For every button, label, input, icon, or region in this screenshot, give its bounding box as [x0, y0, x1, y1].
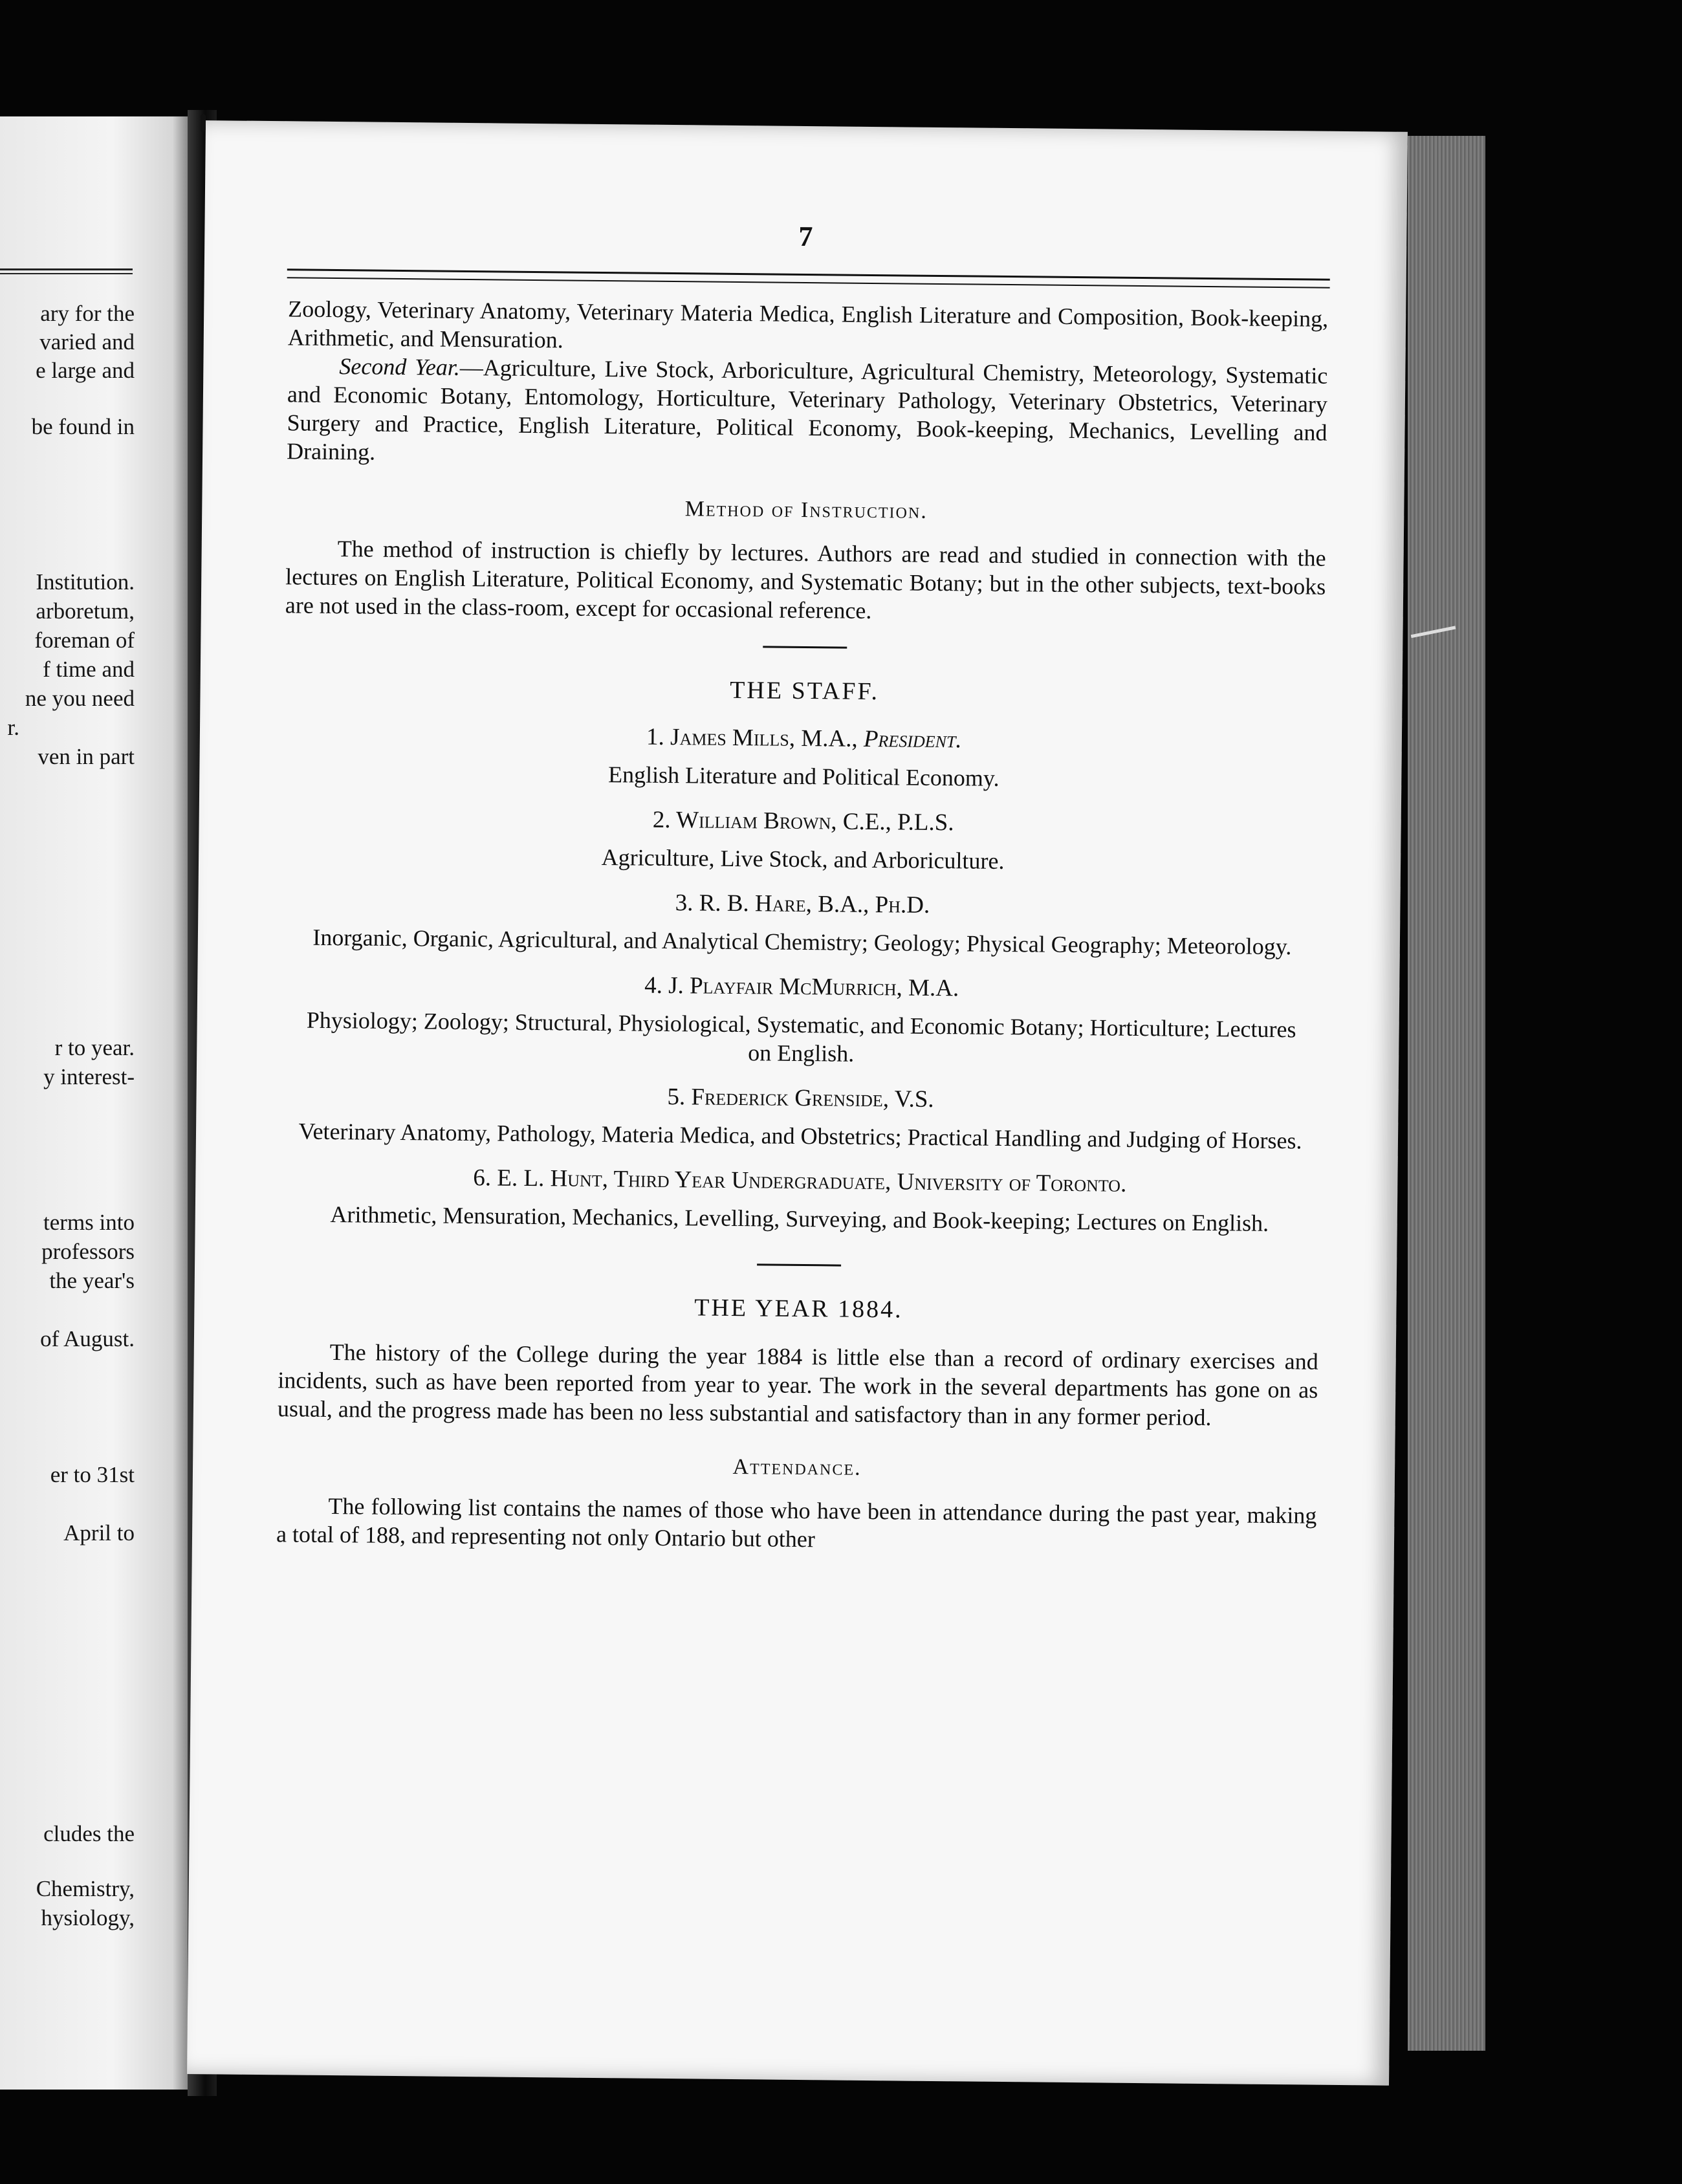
staff-name: 2. William Brown, C.E., P.L.S. [652, 806, 954, 836]
facing-page [0, 116, 188, 2090]
staff-name: 6. E. L. Hunt, Third Year Undergraduate, University of Toronto. [473, 1164, 1127, 1197]
facing-text-line: er to 31st [50, 1462, 135, 1487]
page-number: 7 [798, 220, 813, 253]
facing-text-line: terms into [43, 1210, 135, 1235]
staff-entry [283, 802, 1324, 878]
intro-paragraph: Zoology, Veterinary Anatomy, Veterinary Materia Medica, English Literature and Composition, Book-keeping, Arithmetic, and Mensuration. [287, 296, 1329, 353]
facing-text-line: April to [63, 1520, 135, 1545]
staff-name: 5. Frederick Grenside, V.S. [667, 1084, 934, 1113]
facing-text-line: e large and [36, 358, 135, 383]
scan-speck [201, 114, 206, 132]
attendance-paragraph: The following list contains the names of those who have been in attendance during the past year, making a total of 188, and representing not only Ontario but other [276, 1493, 1317, 1553]
attendance-heading: Attendance. [732, 1454, 862, 1480]
staff-subjects: Veterinary Anatomy, Pathology, Materia Medica, and Obstetrics; Practical Handling and Judging of Horses. [298, 1118, 1302, 1154]
facing-text-line: r. [7, 715, 19, 740]
facing-text-line: be found in [31, 414, 135, 439]
facing-text-line: cludes the [43, 1821, 135, 1846]
facing-text-line: ven in part [38, 744, 135, 769]
facing-text-line: hysiology, [41, 1905, 135, 1930]
staff-entry [282, 885, 1323, 961]
facing-text-line: of August. [40, 1326, 135, 1351]
facing-text-line: y interest- [43, 1064, 135, 1089]
staff-entry [280, 1079, 1321, 1155]
page-body [276, 294, 1329, 1558]
facing-text-line: ary for the [40, 301, 135, 326]
staff-name-text: 1. James Mills, M.A., [646, 723, 864, 752]
staff-name: 3. R. B. Hare, B.A., Ph.D. [675, 890, 930, 919]
facing-text-line: r to year. [54, 1035, 135, 1060]
section-divider [757, 1263, 841, 1266]
method-paragraph: The method of instruction is chiefly by lectures. Authors are read and studied in connection with the lectures on English Literature, Political Economy, and Systematic Botany; but in the other subjects, text-books are not used in the class-room, except for occasional reference. [285, 536, 1326, 624]
section-divider [763, 646, 847, 648]
year-paragraph: The history of the College during the year 1884 is little else than a record of ordinary exercises and incidents, such as have been reported from year to year. The work in the several departments has gone on as usual, and the progress made has been no less substantial and satisfactory than in any former period. [277, 1339, 1318, 1431]
staff-entry [281, 968, 1322, 1072]
staff-name: 4. J. Playfair McMurrich, M.A. [644, 972, 959, 1002]
staff-subjects: English Literature and Political Economy. [607, 761, 999, 791]
facing-text-line: professors [41, 1239, 135, 1264]
facing-text-line: Chemistry, [36, 1876, 135, 1901]
second-year-text: —Agriculture, Live Stock, Arboriculture, Agricultural Chemistry, Meteorology, Systematic and Economic Botany, Entomology, Horticulture, Veterinary Pathology, Veterinary Obstetrics, Veterinary Surgery and Practice, English Literature, Political Economy, Book-keeping, Mechanics, Levelling and Draining. [286, 354, 1328, 465]
staff-name [284, 719, 1324, 758]
page-edges [1408, 136, 1485, 2051]
staff-list [279, 719, 1324, 1238]
header-double-rule [287, 268, 1330, 288]
staff-entry [279, 1162, 1320, 1238]
facing-text-line: f time and [43, 657, 135, 682]
staff-subjects: Agriculture, Live Stock, and Arboriculture. [601, 844, 1005, 874]
staff-heading: THE STAFF. [730, 676, 880, 706]
main-page [187, 120, 1408, 2086]
facing-text-line: ne you need [25, 686, 135, 711]
staff-title: President. [863, 725, 962, 754]
staff-subjects: Arithmetic, Mensuration, Mechanics, Levelling, Surveying, and Book-keeping; Lectures on English. [330, 1201, 1269, 1236]
facing-text-line: foreman of [34, 628, 135, 653]
facing-text-line: Institution. [36, 569, 135, 595]
facing-page-rule [0, 273, 133, 274]
staff-entry [283, 719, 1324, 795]
year-heading: THE YEAR 1884. [694, 1294, 903, 1324]
second-year-paragraph [287, 351, 1328, 475]
facing-text-line: arboretum, [36, 598, 135, 624]
staff-subjects: Inorganic, Organic, Agricultural, and Analytical Chemistry; Geology; Physical Geography; Meteorology. [312, 924, 1292, 960]
method-heading: Method of Instruction. [684, 497, 928, 523]
staff-subjects: Physiology; Zoology; Structural, Physiological, Systematic, and Economic Botany; Horticulture; Lectures on English. [306, 1007, 1296, 1067]
facing-text-line: the year's [49, 1268, 135, 1293]
facing-page-rule [0, 268, 133, 270]
second-year-label: Second Year. [339, 353, 461, 380]
facing-text-line: varied and [39, 329, 135, 355]
